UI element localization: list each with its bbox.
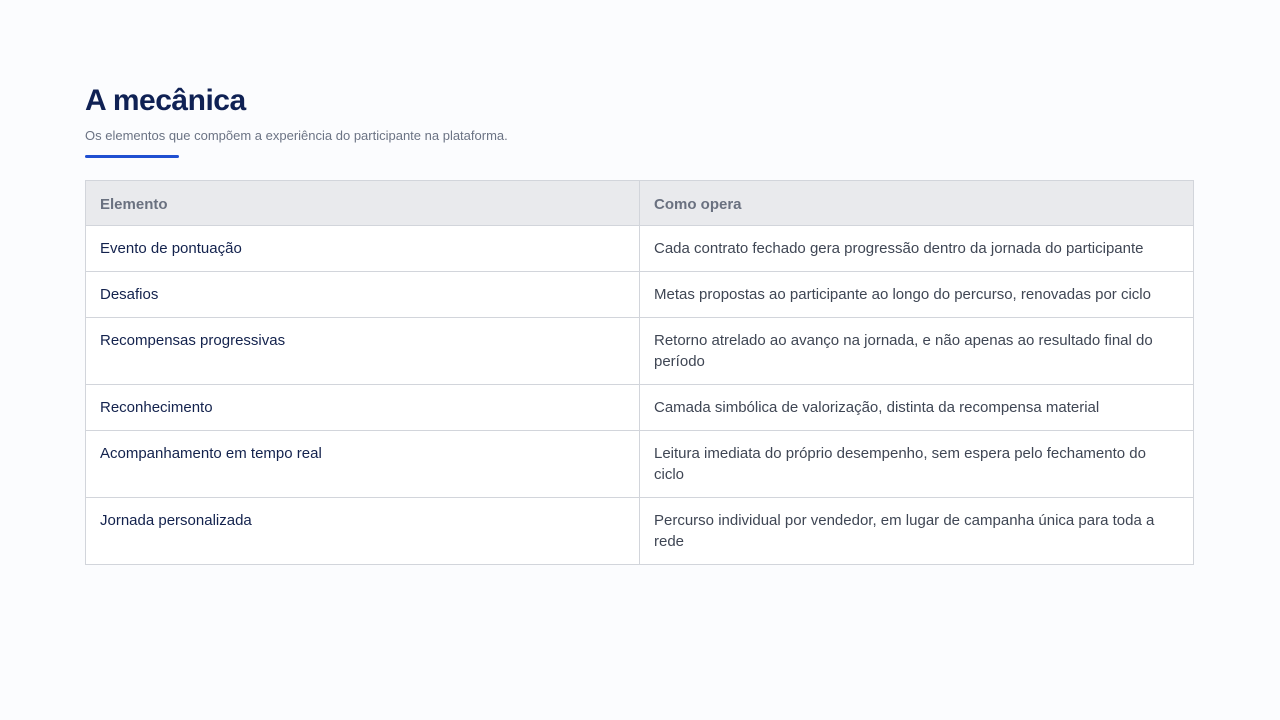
slide-content [85, 84, 1195, 565]
title-accent-bar [85, 155, 179, 158]
column-header-element: Elemento [86, 181, 640, 226]
description-cell: Percurso individual por vendedor, em lugar de campanha única para toda a rede [640, 498, 1194, 565]
description-cell: Leitura imediata do próprio desempenho, sem espera pelo fechamento do ciclo [640, 431, 1194, 498]
element-cell: Desafios [86, 272, 640, 318]
page-subtitle: Os elementos que compõem a experiência do participante na plataforma. [85, 128, 508, 143]
mechanics-table [85, 180, 1194, 565]
table-row [86, 385, 1194, 431]
table-row [86, 226, 1194, 272]
element-cell: Acompanhamento em tempo real [86, 431, 640, 498]
table-row [86, 431, 1194, 498]
table-row [86, 318, 1194, 385]
element-cell: Reconhecimento [86, 385, 640, 431]
element-cell: Recompensas progressivas [86, 318, 640, 385]
page-title: A mecânica [85, 84, 246, 117]
table-row [86, 272, 1194, 318]
column-header-description: Como opera [640, 181, 1194, 226]
description-cell: Cada contrato fechado gera progressão dentro da jornada do participante [640, 226, 1194, 272]
table-header-row [86, 181, 1194, 226]
element-cell: Jornada personalizada [86, 498, 640, 565]
description-cell: Metas propostas ao participante ao longo do percurso, renovadas por ciclo [640, 272, 1194, 318]
element-cell: Evento de pontuação [86, 226, 640, 272]
description-cell: Camada simbólica de valorização, distinta da recompensa material [640, 385, 1194, 431]
table-row [86, 498, 1194, 565]
description-cell: Retorno atrelado ao avanço na jornada, e não apenas ao resultado final do período [640, 318, 1194, 385]
